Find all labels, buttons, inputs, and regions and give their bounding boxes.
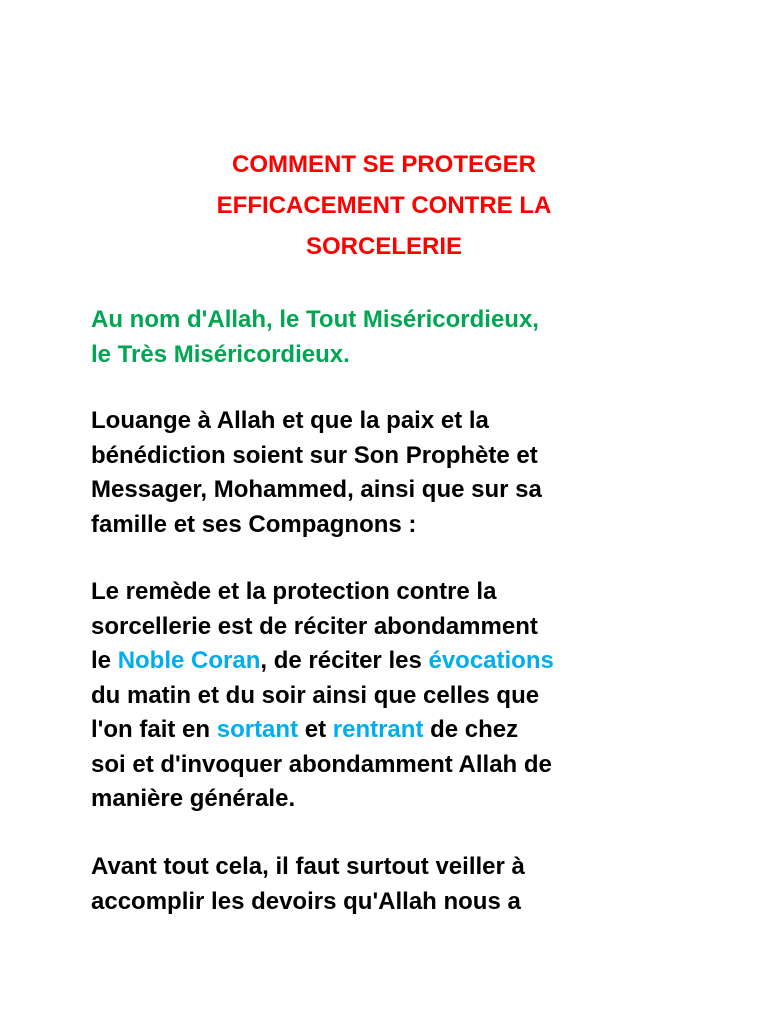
- text-line: Louange à Allah et que la paix et la: [91, 407, 489, 434]
- text-line: Le remède et la protection contre la: [91, 578, 497, 605]
- title-line: COMMENT SE PROTEGER: [231, 151, 537, 178]
- title-line: SORCELERIE: [305, 233, 463, 260]
- text-fragment: de chez: [423, 716, 519, 743]
- praise-paragraph: [91, 404, 731, 542]
- text-line: accomplir les devoirs qu'Allah nous a: [91, 887, 521, 915]
- text-line: du matin et du soir ainsi que celles que: [91, 681, 540, 709]
- text-line: manière générale.: [91, 785, 296, 812]
- text-fragment: le: [91, 647, 118, 674]
- rentrant-link[interactable]: rentrant: [332, 716, 424, 743]
- text-line: Avant tout cela, il faut surtout veiller à: [91, 853, 525, 880]
- text-line: sorcellerie est de réciter abondamment: [91, 612, 538, 640]
- duties-paragraph: [91, 850, 731, 919]
- basmala-line: Au nom d'Allah, le Tout Miséricordieux,: [91, 306, 539, 333]
- text-line: soi et d'invoquer abondamment Allah de: [91, 750, 552, 778]
- sortant-link[interactable]: sortant: [216, 716, 299, 743]
- text-line: famille et ses Compagnons :: [91, 510, 417, 538]
- text-fragment: l'on fait en: [91, 716, 217, 743]
- text-fragment: et: [298, 716, 333, 743]
- evocations-link[interactable]: évocations: [428, 647, 554, 674]
- noble-coran-link[interactable]: Noble Coran: [117, 647, 261, 674]
- title-line: EFFICACEMENT CONTRE LA: [216, 192, 552, 219]
- remedy-paragraph: [91, 575, 731, 817]
- document-title: [90, 144, 678, 267]
- basmala-paragraph: [91, 303, 731, 372]
- text-line: Messager, Mohammed, ainsi que sur sa: [91, 476, 542, 503]
- text-line: bénédiction soient sur Son Prophète et: [91, 441, 538, 469]
- text-fragment: , de réciter les: [260, 647, 429, 674]
- text-line: [91, 644, 731, 679]
- text-line: [91, 713, 731, 748]
- basmala-line: le Très Miséricordieux.: [91, 340, 350, 368]
